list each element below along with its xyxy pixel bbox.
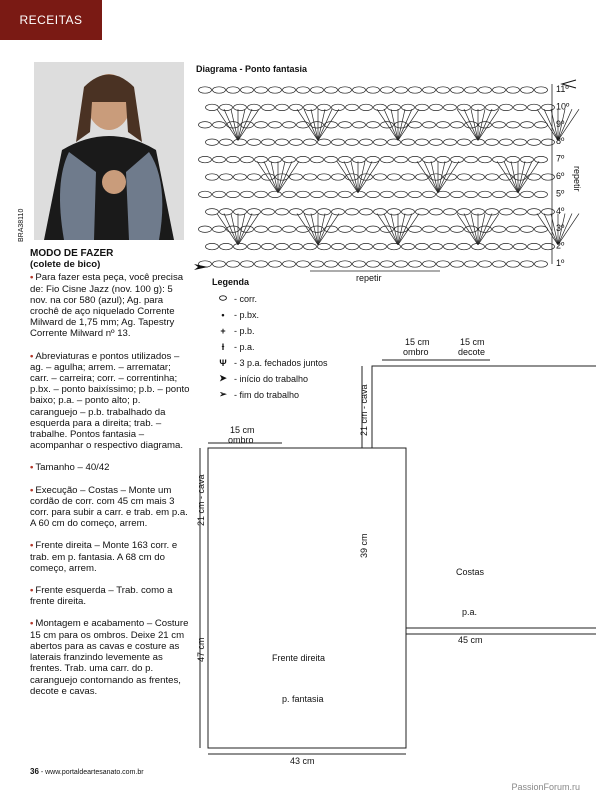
row-label: 1º bbox=[556, 258, 565, 268]
legend-item: ➤ - início do trabalho bbox=[212, 371, 328, 386]
tall-stitch-icon: ƚ bbox=[221, 341, 225, 352]
legend: Legenda ⬭ - corr. • - p.bx. + - p.b. ƚ - p.a. Ψ - 3 p.a. fechados juntos ➤ - início do trabalho ➢ - fim do trabalho bbox=[212, 277, 328, 403]
page-footer: 36 - www.portaldeartesanato.com.br bbox=[30, 767, 144, 776]
back-armhole-label: 21 cm - cava bbox=[359, 384, 369, 436]
list-item: • Abreviaturas e pontos utilizados – ag. – agulha; arrem. – arrematar; carr. – carreira; corr. – correntinha; p.bx. – ponto baixíssimo; p.b. – ponto baixo; p.a. – ponto alto; p. caranguejo – p.b. trabalhado da esquerda para a direita; trab. – trabalhe. Pontos fantasia – acompanhar o respectivo diagrama. bbox=[30, 350, 190, 452]
back-neck-label: decote bbox=[458, 347, 486, 357]
dot-icon: • bbox=[221, 309, 225, 320]
list-item: • Tamanho – 40/42 bbox=[30, 462, 110, 474]
outline-arrow-icon: ➢ bbox=[219, 389, 227, 399]
legend-item: ➢ - fim do trabalho bbox=[212, 387, 328, 402]
diagram-title: Diagrama - Ponto fantasia bbox=[196, 64, 308, 74]
section-tab: RECEITAS bbox=[0, 0, 102, 40]
method-title: MODO DE FAZER bbox=[30, 248, 114, 259]
back-shoulder-label: 15 cm bbox=[405, 337, 430, 347]
legend-item: ⬭ - corr. bbox=[212, 291, 328, 306]
list-item: • Frente esquerda – Trab. como a frente direita. bbox=[30, 585, 173, 608]
back-shoulder-label: ombro bbox=[403, 347, 429, 357]
row-label: 3º bbox=[556, 223, 565, 234]
solid-arrow-icon: ➤ bbox=[219, 373, 227, 383]
garment-schematic bbox=[190, 336, 590, 776]
cluster-icon: Ψ bbox=[219, 357, 227, 368]
list-item: • Para fazer esta peça, você precisa de: Fio Cisne Jazz (nov. 100 g): 5 nov. na cor 580 (azul); Ag. para crochê de aço niquelado Corrente Milward de 1,75 mm; Ag. Tapestry Corrente Milward nº 13. bbox=[30, 272, 184, 340]
row-label: 9º bbox=[556, 118, 565, 129]
back-height-label: 39 cm bbox=[359, 533, 369, 558]
start-arrow-icon bbox=[194, 264, 208, 270]
front-width-label: 43 cm bbox=[290, 756, 315, 766]
front-armhole-label: 21 cm - cava bbox=[196, 474, 206, 526]
crochet-diagram bbox=[190, 76, 580, 286]
photo-code: BRA38110 bbox=[18, 208, 25, 242]
front-stitch: p. fantasia bbox=[282, 694, 324, 704]
diagram-mesh bbox=[199, 87, 580, 267]
front-shoulder-label: ombro bbox=[228, 435, 254, 445]
method-subtitle: (colete de bico) bbox=[30, 259, 101, 271]
legend-item: + - p.b. bbox=[212, 323, 328, 338]
front-shoulder-label: 15 cm bbox=[230, 425, 255, 435]
legend-item: Ψ - 3 p.a. fechados juntos bbox=[212, 355, 328, 370]
list-item: • Execução – Costas – Monte um cordão de corr. com 45 cm mais 3 corr. para subir a carr. e trab. em p.a. A 60 cm do começo, arrem. bbox=[30, 484, 188, 530]
back-name: Costas bbox=[456, 567, 485, 577]
list-item: • Frente direita – Monte 163 corr. e trab. em p. fantasia. A 68 cm do começo, arrem. bbox=[30, 540, 178, 574]
back-stitch: p.a. bbox=[462, 607, 478, 617]
method-section bbox=[30, 248, 190, 708]
row-label: 8º bbox=[556, 136, 565, 147]
repeat-bottom-label: repetir bbox=[356, 273, 382, 283]
back-width-label: 45 cm bbox=[458, 635, 483, 645]
model-photo bbox=[34, 62, 184, 240]
list-item: • Montagem e acabamento – Costure 15 cm para os ombros. Deixe 21 cm abertos para as cavas e costure as laterais franzindo levemente as frentes. Trab. uma carr. do p. caranguejo contornando as frentes, decote e cavas. bbox=[30, 618, 189, 697]
watermark: PassionForum.ru bbox=[511, 782, 580, 792]
row-label: 2º bbox=[556, 240, 565, 251]
row-label: 7º bbox=[556, 153, 565, 164]
row-label: 10º bbox=[556, 101, 570, 112]
plus-icon: + bbox=[220, 325, 226, 336]
front-name: Frente direita bbox=[272, 653, 326, 663]
back-neck-label: 15 cm bbox=[460, 337, 485, 347]
ellipse-icon: ⬭ bbox=[219, 293, 227, 303]
front-height-label: 47 cm bbox=[196, 637, 206, 662]
legend-item: • - p.bx. bbox=[212, 307, 328, 322]
row-label: 11º bbox=[556, 84, 569, 94]
legend-item: ƚ - p.a. bbox=[212, 339, 328, 354]
row-label: 6º bbox=[556, 171, 565, 181]
row-label: 5º bbox=[556, 188, 565, 199]
repeat-right-label: repetir bbox=[572, 166, 582, 192]
row-label: 4º bbox=[556, 205, 565, 216]
